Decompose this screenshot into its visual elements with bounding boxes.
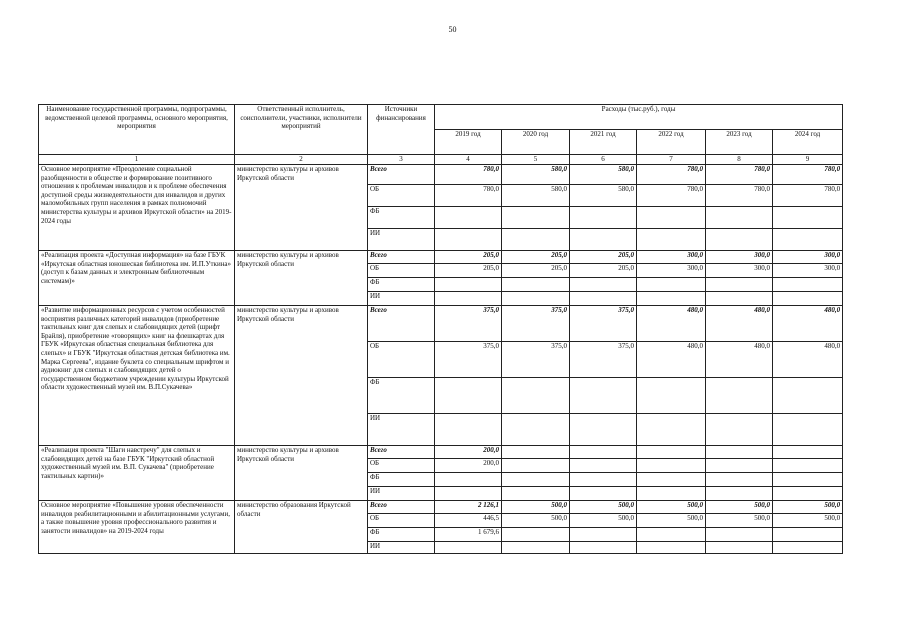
- table-row: [39, 306, 843, 342]
- expense-value: 300,0: [706, 251, 773, 264]
- expense-value: 500,0: [570, 501, 637, 514]
- expense-value: 1 679,6: [435, 528, 502, 542]
- expense-value: [706, 528, 773, 542]
- expense-value: [435, 542, 502, 554]
- funding-source: ИИ: [368, 229, 435, 251]
- expense-value: [773, 378, 843, 414]
- expense-value: 200,0: [435, 446, 502, 459]
- expense-value: 375,0: [570, 306, 637, 342]
- expense-value: 500,0: [773, 501, 843, 514]
- funding-source: ФБ: [368, 278, 435, 292]
- expense-value: [502, 229, 570, 251]
- expense-value: 500,0: [773, 514, 843, 528]
- expense-value: [435, 278, 502, 292]
- expense-value: 780,0: [435, 165, 502, 185]
- expense-value: 200,0: [435, 459, 502, 473]
- column-number: 2: [235, 155, 368, 165]
- header-expenses: Расходы (тыс.руб.), годы: [435, 105, 843, 130]
- page-number: 50: [448, 25, 457, 34]
- expense-value: [570, 459, 637, 473]
- expense-value: [435, 207, 502, 229]
- funding-source: Всего: [368, 501, 435, 514]
- expense-value: [570, 446, 637, 459]
- measure-name: «Развитие информационных ресурсов с учетом особенностей восприятия различных категорий инвалидов (приобретение тактильных книг для слепых и слабовидящих детей (шрифт Брайля), приобретение «говорящих» книг на флешкартах для ГБУК «Иркутская областная специальная библиотека для слепых» и ГБУК "Иркутская областная детская библиотека им. Марка Сергеева", издание буклета со специальным шрифтом и аудиокниг для слепых и слабовидящих детей о государственном бюджетном учреждении культуры Иркутской области художественный музей им. В.П.Сукачева»: [39, 306, 235, 446]
- expense-value: 500,0: [706, 501, 773, 514]
- expense-value: [502, 473, 570, 487]
- column-number: 5: [502, 155, 570, 165]
- expense-value: [706, 414, 773, 446]
- funding-source: Всего: [368, 306, 435, 342]
- expense-value: [773, 446, 843, 459]
- expense-value: 205,0: [502, 264, 570, 278]
- expense-value: [502, 278, 570, 292]
- expense-value: 500,0: [706, 514, 773, 528]
- funding-source: ИИ: [368, 542, 435, 554]
- column-number: 3: [368, 155, 435, 165]
- expense-value: [502, 459, 570, 473]
- expense-value: 500,0: [502, 514, 570, 528]
- funding-source: ОБ: [368, 264, 435, 278]
- expense-value: [435, 292, 502, 306]
- expense-value: 205,0: [435, 251, 502, 264]
- column-number: 1: [39, 155, 235, 165]
- expense-value: [773, 414, 843, 446]
- expense-value: 500,0: [570, 514, 637, 528]
- expense-value: [435, 378, 502, 414]
- funding-source: ОБ: [368, 342, 435, 378]
- measure-name: Основное мероприятие «Повышение уровня обеспеченности инвалидов реабилитационными и абилитационными услугами, а также повышение уровня профессионального развития и занятости инвалидов» на 2019-2024 годы: [39, 501, 235, 554]
- table-row: [39, 165, 843, 185]
- expense-value: [570, 487, 637, 501]
- expense-value: 205,0: [570, 264, 637, 278]
- expense-value: [637, 487, 706, 501]
- expenses-table: [38, 104, 843, 554]
- expense-value: 300,0: [637, 264, 706, 278]
- expense-value: [637, 229, 706, 251]
- expense-value: [435, 487, 502, 501]
- expense-value: [502, 207, 570, 229]
- expense-value: [773, 487, 843, 501]
- funding-source: ФБ: [368, 528, 435, 542]
- expense-value: 375,0: [502, 306, 570, 342]
- expense-value: 205,0: [570, 251, 637, 264]
- header-year: 2022 год: [637, 130, 706, 155]
- expense-value: 375,0: [435, 342, 502, 378]
- expense-value: 580,0: [570, 185, 637, 207]
- expense-value: [706, 378, 773, 414]
- expense-value: [706, 229, 773, 251]
- expense-value: 446,5: [435, 514, 502, 528]
- header-year: 2021 год: [570, 130, 637, 155]
- expense-value: [773, 542, 843, 554]
- expense-value: [570, 414, 637, 446]
- funding-source: ФБ: [368, 207, 435, 229]
- expense-value: 480,0: [706, 306, 773, 342]
- expense-value: [502, 292, 570, 306]
- expense-value: 375,0: [502, 342, 570, 378]
- expense-value: [706, 278, 773, 292]
- expense-value: [502, 446, 570, 459]
- expense-value: [570, 292, 637, 306]
- funding-source: ОБ: [368, 514, 435, 528]
- expense-value: [637, 292, 706, 306]
- expense-value: 780,0: [773, 165, 843, 185]
- expense-value: [570, 542, 637, 554]
- expense-value: [637, 414, 706, 446]
- expense-value: [706, 487, 773, 501]
- expense-value: [637, 278, 706, 292]
- table-row: [39, 501, 843, 514]
- expense-value: [637, 207, 706, 229]
- expense-value: [637, 528, 706, 542]
- expense-value: 480,0: [773, 342, 843, 378]
- expense-value: 205,0: [435, 264, 502, 278]
- expense-value: 300,0: [773, 251, 843, 264]
- expense-value: [706, 292, 773, 306]
- expense-value: 375,0: [570, 342, 637, 378]
- expense-value: [773, 207, 843, 229]
- expense-value: 500,0: [637, 501, 706, 514]
- expense-value: [637, 446, 706, 459]
- expense-value: [502, 487, 570, 501]
- header-year: 2019 год: [435, 130, 502, 155]
- expense-value: [502, 542, 570, 554]
- header-name: Наименование государственной программы, подпрограммы, ведомственной целевой программы, основного мероприятия, мероприятия: [39, 105, 235, 155]
- measure-executor: министерство образования Иркутской области: [235, 501, 368, 554]
- funding-source: Всего: [368, 446, 435, 459]
- expense-value: [773, 459, 843, 473]
- table-row: [39, 251, 843, 264]
- expense-value: [637, 459, 706, 473]
- expense-value: [706, 207, 773, 229]
- funding-source: ИИ: [368, 487, 435, 501]
- expense-value: [570, 207, 637, 229]
- header-source: Источники финансирования: [368, 105, 435, 155]
- expense-value: [773, 528, 843, 542]
- measure-executor: министерство культуры и архивов Иркутской области: [235, 446, 368, 501]
- expense-value: 300,0: [637, 251, 706, 264]
- expense-value: 480,0: [637, 342, 706, 378]
- expense-value: 500,0: [502, 501, 570, 514]
- expense-value: [773, 473, 843, 487]
- expense-value: 580,0: [502, 165, 570, 185]
- expense-value: [435, 473, 502, 487]
- funding-source: ФБ: [368, 473, 435, 487]
- funding-source: ФБ: [368, 378, 435, 414]
- expense-value: [435, 229, 502, 251]
- expense-value: [773, 229, 843, 251]
- column-number: 6: [570, 155, 637, 165]
- measure-executor: министерство культуры и архивов Иркутской области: [235, 165, 368, 251]
- expense-value: 375,0: [435, 306, 502, 342]
- expense-value: [706, 446, 773, 459]
- table-row: [39, 446, 843, 459]
- expense-value: [570, 229, 637, 251]
- expense-value: 780,0: [637, 185, 706, 207]
- expense-value: 480,0: [773, 306, 843, 342]
- expense-value: [706, 459, 773, 473]
- expense-value: [570, 473, 637, 487]
- expense-value: [502, 378, 570, 414]
- funding-source: Всего: [368, 165, 435, 185]
- header-year: 2020 год: [502, 130, 570, 155]
- expense-value: [637, 542, 706, 554]
- expense-value: [773, 292, 843, 306]
- column-number: 4: [435, 155, 502, 165]
- column-number: 9: [773, 155, 843, 165]
- header-executor: Ответственный исполнитель, соисполнители, участники, исполнители мероприятий: [235, 105, 368, 155]
- expense-value: 300,0: [706, 264, 773, 278]
- expense-value: 780,0: [706, 185, 773, 207]
- expense-value: [502, 528, 570, 542]
- expense-value: 480,0: [637, 306, 706, 342]
- expense-value: [502, 414, 570, 446]
- column-number: 7: [637, 155, 706, 165]
- expense-value: [570, 528, 637, 542]
- measure-executor: министерство культуры и архивов Иркутской области: [235, 251, 368, 306]
- header-year: 2023 год: [706, 130, 773, 155]
- expense-value: [773, 278, 843, 292]
- expense-value: 580,0: [570, 165, 637, 185]
- expense-value: 205,0: [502, 251, 570, 264]
- expense-value: 780,0: [637, 165, 706, 185]
- expense-value: 580,0: [502, 185, 570, 207]
- measure-executor: министерство культуры и архивов Иркутской области: [235, 306, 368, 446]
- funding-source: Всего: [368, 251, 435, 264]
- expense-value: [637, 473, 706, 487]
- funding-source: ИИ: [368, 414, 435, 446]
- expense-value: 500,0: [637, 514, 706, 528]
- expense-value: 2 126,1: [435, 501, 502, 514]
- expense-value: 780,0: [706, 165, 773, 185]
- expense-value: [570, 278, 637, 292]
- funding-source: ОБ: [368, 185, 435, 207]
- funding-source: ИИ: [368, 292, 435, 306]
- column-number: 8: [706, 155, 773, 165]
- expense-value: 780,0: [773, 185, 843, 207]
- expense-value: [435, 414, 502, 446]
- expense-value: 780,0: [435, 185, 502, 207]
- measure-name: «Реализация проекта "Шаги навстречу" для слепых и слабовидящих детей на базе ГБУК "Иркутский областной художественный музей им. В.П. Сукачева" (приобретение тактильных картин)»: [39, 446, 235, 501]
- expense-value: 480,0: [706, 342, 773, 378]
- funding-source: ОБ: [368, 459, 435, 473]
- measure-name: Основное мероприятие «Преодоление социальной разобщенности в обществе и формирование позитивного отношения к проблемам инвалидов и к проблеме обеспечения доступной среды жизнедеятельности для инвалидов и других маломобильных групп населения в рамках полномочий министерства культуры и архивов Иркутской области» на 2019-2024 годы: [39, 165, 235, 251]
- expense-value: [706, 473, 773, 487]
- expense-value: 300,0: [773, 264, 843, 278]
- expense-value: [706, 542, 773, 554]
- header-year: 2024 год: [773, 130, 843, 155]
- expense-value: [637, 378, 706, 414]
- measure-name: «Реализация проекта «Доступная информация» на базе ГБУК «Иркутская областная юношеская библиотека им. И.П.Уткина» (доступ к базам данных и электронным библиотечным системам)»: [39, 251, 235, 306]
- expense-value: [570, 378, 637, 414]
